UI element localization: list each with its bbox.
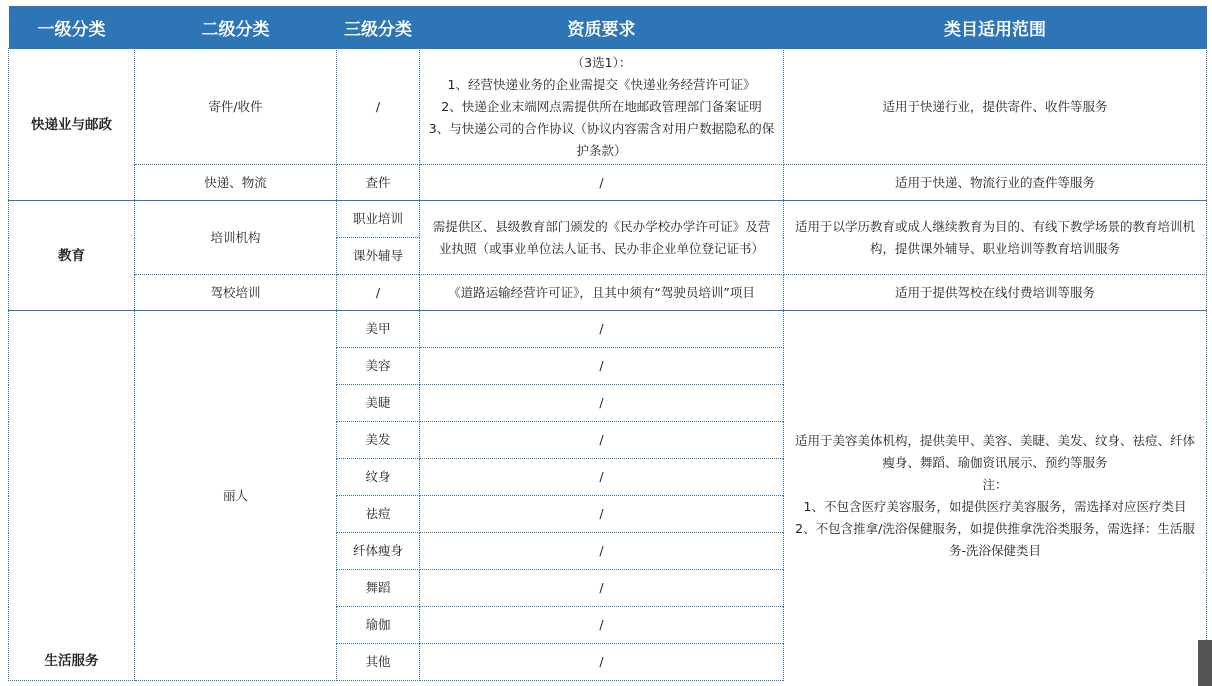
qualification-line: 业执照（或事业单位法人证书、民办非企业单位登记证书）	[438, 240, 764, 256]
scope-line: 构，提供课外辅导、职业培训等教育培训服务	[869, 240, 1120, 256]
table-row	[9, 49, 1207, 165]
qualification-cell: /	[420, 607, 784, 644]
qualification-cell: 《道路运输经营许可证》，且其中须有“驾驶员培训”项目	[420, 275, 784, 311]
qualification-line: 3、与快递公司的合作协议（协议内容需含对用户数据隐私的保	[428, 120, 775, 136]
scope-line: 注：	[982, 476, 1008, 492]
qualification-line: 2、快递企业末端网点需提供所在地邮政管理部门备案证明	[441, 98, 762, 114]
table-row	[9, 275, 1207, 311]
level2-cell: 驾校培训	[135, 275, 337, 311]
level1-education: 教育	[9, 201, 135, 311]
scrollbar-thumb[interactable]	[1198, 640, 1212, 686]
level3-cell: 美容	[337, 348, 420, 385]
table-row	[9, 201, 1207, 238]
qualification-cell: /	[420, 422, 784, 459]
qualification-line: 需提供区、县级教育部门颁发的《民办学校办学许可证》及营	[432, 218, 771, 234]
category-table-wrapper	[8, 6, 1206, 681]
scope-cell: 适用于快递行业，提供寄件、收件等服务	[784, 49, 1207, 165]
level3-cell: 查件	[337, 165, 420, 201]
qualification-cell: /	[420, 385, 784, 422]
header-qualification: 资质要求	[420, 6, 784, 49]
scope-line: 瘦身、舞蹈、瑜伽资讯展示、预约等服务	[882, 454, 1108, 470]
level2-cell: 寄件/收件	[135, 49, 337, 165]
level2-cell: 快递、物流	[135, 165, 337, 201]
level3-cell: 纤体瘦身	[337, 533, 420, 570]
header-level3: 三级分类	[337, 6, 420, 49]
scope-cell: 适用于提供驾校在线付费培训等服务	[784, 275, 1207, 311]
qualification-cell: /	[420, 459, 784, 496]
qualification-cell: /	[420, 496, 784, 533]
level3-cell: 纹身	[337, 459, 420, 496]
qualification-cell: /	[420, 533, 784, 570]
qualification-cell: /	[420, 644, 784, 681]
scope-line: 适用于美容美体机构，提供美甲、美容、美睫、美发、纹身、祛痘、纤体	[794, 432, 1195, 448]
scope-cell	[784, 311, 1207, 681]
level3-cell: 其他	[337, 644, 420, 681]
header-level2: 二级分类	[135, 6, 337, 49]
level1-express: 快递业与邮政	[9, 49, 135, 201]
table-header-row	[9, 6, 1207, 49]
qualification-cell: /	[420, 348, 784, 385]
level3-cell: 祛痘	[337, 496, 420, 533]
qualification-line: 护条款）	[576, 142, 627, 158]
table-row	[9, 165, 1207, 201]
header-scope: 类目适用范围	[784, 6, 1207, 49]
scope-cell: 适用于快递、物流行业的查件等服务	[784, 165, 1207, 201]
scope-line: 适用于以学历教育或成人继续教育为目的、有线下教学场景的教育培训机	[794, 218, 1195, 234]
table-row	[9, 311, 1207, 348]
qualification-cell	[420, 49, 784, 165]
level3-cell: /	[337, 275, 420, 311]
level3-cell: 美发	[337, 422, 420, 459]
qualification-line: （3选1）：	[571, 54, 632, 70]
level3-cell: 舞蹈	[337, 570, 420, 607]
level3-cell: 课外辅导	[337, 238, 420, 275]
level3-cell: 美睫	[337, 385, 420, 422]
qualification-cell: /	[420, 311, 784, 348]
level3-cell: 瑜伽	[337, 607, 420, 644]
qualification-cell: /	[420, 570, 784, 607]
level3-cell: 美甲	[337, 311, 420, 348]
level2-cell: 培训机构	[135, 201, 337, 275]
level3-cell: /	[337, 49, 420, 165]
scope-line: 务-洗浴保健类目	[948, 542, 1041, 558]
level3-cell: 职业培训	[337, 201, 420, 238]
scope-line: 1、不包含医疗美容服务，如提供医疗美容服务，需选择对应医疗类目	[803, 498, 1187, 514]
level1-life: 生活服务	[9, 311, 135, 681]
qualification-cell: /	[420, 165, 784, 201]
scope-line: 2、不包含推拿/洗浴保健服务，如提供推拿洗浴类服务，需选择：生活服	[795, 520, 1195, 536]
qualification-cell	[420, 201, 784, 275]
category-table	[8, 6, 1207, 681]
header-level1: 一级分类	[9, 6, 135, 49]
level2-cell: 丽人	[135, 311, 337, 681]
qualification-line: 1、经营快递业务的企业需提交《快递业务经营许可证》	[447, 76, 756, 92]
scope-cell	[784, 201, 1207, 275]
